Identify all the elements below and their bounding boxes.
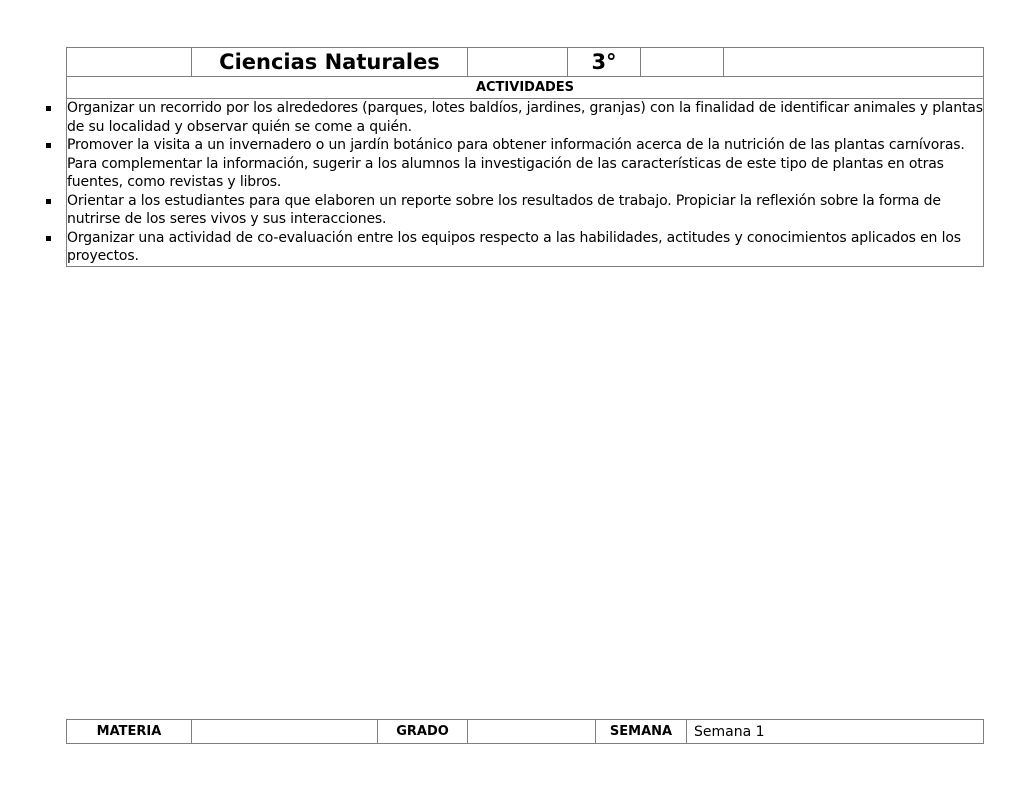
materia-label: MATERIA xyxy=(67,720,192,744)
semana-label: SEMANA xyxy=(596,720,687,744)
activity-text: Promover la visita a un invernadero o un jardín botánico para obtener información acerca de la nutrición de las plantas carnívoras. Para complementar la información, sugerir a los alumnos la investigación de las características de este tipo de plantas en otras fuentes, como revistas y libros. xyxy=(67,137,965,190)
blank-cell xyxy=(641,48,724,77)
activity-item xyxy=(67,229,983,266)
activity-text: Organizar un recorrido por los alrededores (parques, lotes baldíos, jardines, granjas) con la finalidad de identificar animales y plantas de su localidad y observar quién se come a quién. xyxy=(67,100,983,135)
activity-item xyxy=(67,99,983,136)
materia-value xyxy=(192,720,378,744)
activity-text: Orientar a los estudiantes para que elaboren un reporte sobre los resultados de trabajo. Propiciar la reflexión sobre la forma de nutrirse de los seres vivos y sus interacciones. xyxy=(67,192,941,227)
activities-row xyxy=(67,99,984,267)
activity-item xyxy=(67,136,983,192)
grado-value xyxy=(468,720,596,744)
blank-cell xyxy=(67,48,192,77)
activities-table xyxy=(66,47,984,267)
square-bullet-icon xyxy=(46,236,51,241)
activity-item xyxy=(67,192,983,229)
footer-table xyxy=(66,719,984,744)
title-row xyxy=(67,48,984,77)
activities-heading: ACTIVIDADES xyxy=(67,77,984,99)
grade-title: 3° xyxy=(568,48,641,77)
activity-text: Organizar una actividad de co-evaluación entre los equipos respecto a las habilidades, actitudes y conocimientos aplicados en los proyectos. xyxy=(67,229,961,264)
grado-label: GRADO xyxy=(378,720,468,744)
square-bullet-icon xyxy=(46,143,51,148)
blank-cell xyxy=(724,48,984,77)
square-bullet-icon xyxy=(46,106,51,111)
activities-cell xyxy=(67,99,984,267)
heading-row xyxy=(67,77,984,99)
subject-title: Ciencias Naturales xyxy=(192,48,468,77)
footer-row xyxy=(67,720,984,744)
activity-list xyxy=(67,99,983,266)
semana-value: Semana 1 xyxy=(687,720,984,744)
blank-cell xyxy=(468,48,568,77)
square-bullet-icon xyxy=(46,199,51,204)
